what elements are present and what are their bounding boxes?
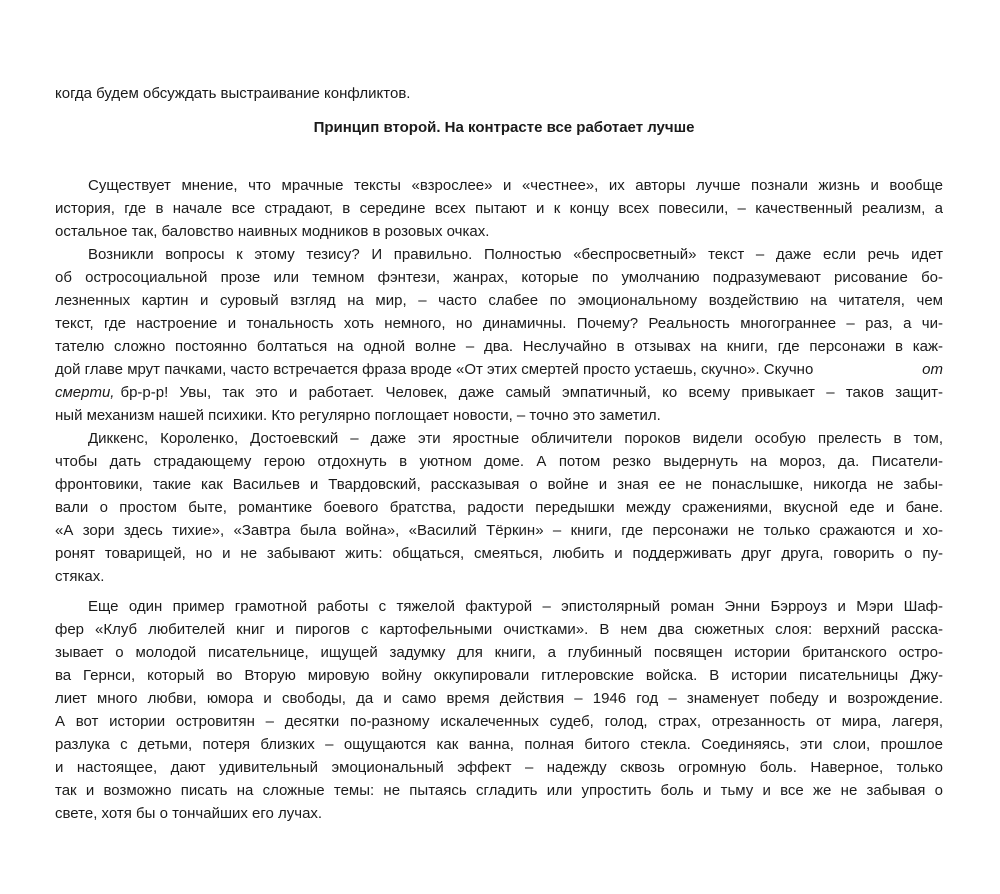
text-line: «А зори здесь тихие», «Завтра была война», «Василий Тёркин» – книги, где персонажи не только сражаются и хо- [55,522,943,539]
text-line: об остросоциальной прозе или темном фэнтези, жанрах, которые по умолчанию подразумевают рисование бо- [55,269,943,286]
text-line: разлука с детьми, потеря близких – ощущаются как ванна, полная битого стекла. Соединяясь, эти слои, прошлое [55,736,943,753]
text-line: Диккенс, Короленко, Достоевский – даже эти яростные обличители пороков видели особую прелесть в том, [88,430,943,447]
section-heading: Принцип второй. На контрасте все работает лучше [313,119,695,136]
text-line: текст, где настроение и тональность хоть немного, но динамичны. Почему? Реальность многограннее – раз, а чи- [55,315,943,332]
text-line: фер «Клуб любителей книг и пирогов с картофельными очистками». В нем два сюжетных слоя: верхний расска- [55,621,943,638]
text-line-with-italic [55,383,943,403]
text-line: лезненных картин и суровый взгляд на мир, – часто слабее по эмоциональному воздействию на читателя, чем [55,292,943,309]
intro-line: когда будем обсуждать выстраивание конфликтов. [55,85,411,102]
text-line: ронят товарищей, но и не забывают жить: общаться, смеяться, любить и поддерживать друг друга, говорить о пу- [55,545,943,562]
text-line: фронтовики, такие как Васильев и Твардовский, рассказывая о войне и зная ее не понаслышке, никогда не забы- [55,476,943,493]
text-line: Еще один пример грамотной работы с тяжелой фактурой – эпистолярный роман Энни Бэрроуз и Мэри Шаф- [88,598,943,615]
text-line: свете, хотя бы о тончайших его лучах. [55,805,323,822]
text-line: ный механизм нашей психики. Кто регулярно поглощает новости, – точно это заметил. [55,407,661,424]
italic-word: от [922,361,943,378]
text-line: А вот истории островитян – десятки по-разному искалеченных судеб, голод, страх, отрезанность от мира, лагеря, [55,713,943,730]
text-segment: дой главе мрут пачками, часто встречается фраза вроде «От этих смертей просто устаешь, скучно». Скучно [55,361,814,378]
text-line: и настоящее, дают удивительный эмоциональный эффект – надежду сквозь огромную боль. Наверное, только [55,759,943,776]
text-line: Существует мнение, что мрачные тексты «взрослее» и «честнее», их авторы лучше познали жизнь и вообще [88,177,943,194]
text-line: так и возможно писать на сложные темы: не пытаясь сгладить или упростить боль и тьму и все же не забывая о [55,782,943,799]
text-line: ва Гернси, который во Вторую мировую войну оккупировали гитлеровские войска. В истории писательницы Джу- [55,667,943,684]
text-line: стяках. [55,568,105,585]
text-line: тателю сложно постоянно болтаться на одной волне – два. Неслучайно в отзывах на книги, где персонажи в каж- [55,338,943,355]
italic-word: смерти, [55,384,115,401]
text-line: история, где в начале все страдают, в середине всех пытают и к концу всех повесили, – качественный реализм, а [55,200,943,217]
text-line: чтобы дать страдающему герою отдохнуть в уютном доме. А потом резко выдернуть на мороз, да. Писатели- [55,453,943,470]
text-segment: бр-р-р! Увы, так это и работает. Человек, даже самый эмпатичный, ко всему привыкает – таков защит- [120,384,943,401]
text-line-with-italic [55,360,943,380]
text-line: зывает о молодой писательнице, ищущей задумку для книги, а глубинный посвящен истории британского остро- [55,644,943,661]
text-line: остальное так, баловство наивных модников в розовых очках. [55,223,490,240]
text-line: Возникли вопросы к этому тезису? И правильно. Полностью «беспросветный» текст – даже если речь идет [88,246,943,263]
text-line: лиет много любви, юмора и свободы, да и само время действия – 1946 год – знаменует победу и возрождение. [55,690,943,707]
text-line: вали о простом быте, романтике боевого братства, радости передышки между сражениями, вкусной еде и бане. [55,499,943,516]
